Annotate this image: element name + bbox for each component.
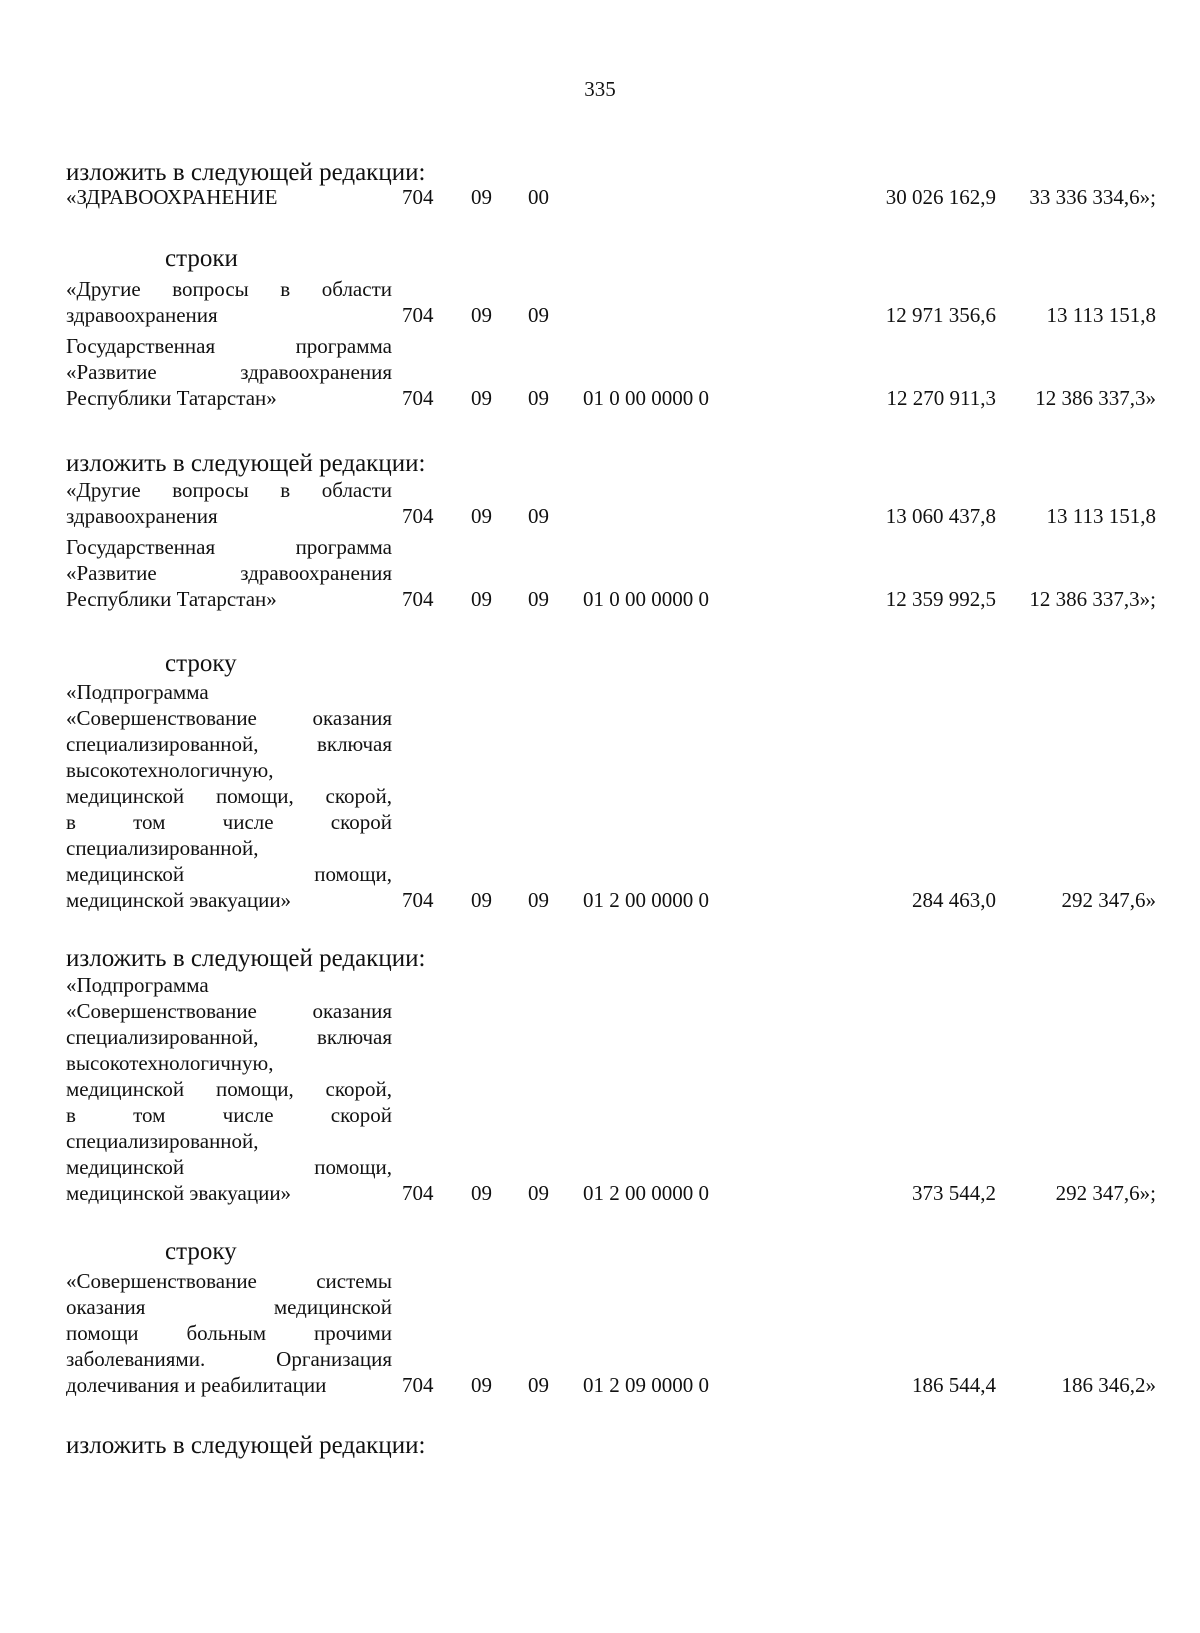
subsection-code: 09 <box>528 1373 549 1397</box>
row-name-line: Республики Татарстан» <box>66 386 277 410</box>
table-row <box>66 972 1156 1206</box>
row-name-line: Государственная программа <box>66 535 392 559</box>
row-name <box>66 534 392 612</box>
row-name-line: медицинской помощи, <box>66 1155 392 1179</box>
row-name-line: специализированной, включая <box>66 732 392 756</box>
ministry-code: 704 <box>402 888 434 912</box>
table-row <box>66 534 1156 612</box>
row-name-line: специализированной, <box>66 836 259 860</box>
section-code: 09 <box>471 888 492 912</box>
row-name-line: «Другие вопросы в области <box>66 478 392 502</box>
row-name-line: высокотехнологичную, <box>66 1051 274 1075</box>
row-name-line: долечивания и реабилитации <box>66 1373 327 1397</box>
amount-year-1: 12 359 992,5 <box>885 587 996 611</box>
ministry-code: 704 <box>402 1373 434 1397</box>
row-name-line: медицинской помощи, скорой, <box>66 784 392 808</box>
article-code: 01 2 00 0000 0 <box>583 888 709 912</box>
row-name-line: специализированной, <box>66 1129 259 1153</box>
subsection-code: 09 <box>528 587 549 611</box>
amount-year-1: 13 060 437,8 <box>885 504 996 528</box>
row-name-line: медицинской эвакуации» <box>66 1181 292 1205</box>
amount-year-2: 13 113 151,8 <box>1046 303 1156 327</box>
row-name <box>66 276 392 328</box>
ministry-code: 704 <box>402 587 434 611</box>
heading-edit-instruction: изложить в следующей редакции: <box>66 1432 426 1459</box>
row-name-line: специализированной, включая <box>66 1025 392 1049</box>
article-code: 01 0 00 0000 0 <box>583 386 709 410</box>
row-name-line: «Подпрограмма <box>66 680 209 704</box>
section-code: 09 <box>471 1181 492 1205</box>
row-name-line: «ЗДРАВООХРАНЕНИЕ <box>66 185 278 209</box>
row-name-line: медицинской эвакуации» <box>66 888 292 912</box>
subsection-code: 09 <box>528 386 549 410</box>
amount-year-1: 12 971 356,6 <box>885 303 996 327</box>
row-name-line: Государственная программа <box>66 334 392 358</box>
amount-year-1: 30 026 162,9 <box>885 185 996 209</box>
row-name-line: медицинской помощи, <box>66 862 392 886</box>
section-code: 09 <box>471 587 492 611</box>
row-name-line: медицинской помощи, скорой, <box>66 1077 392 1101</box>
heading-edit-instruction: изложить в следующей редакции: <box>66 159 426 186</box>
ministry-code: 704 <box>402 185 434 209</box>
row-name <box>66 477 392 529</box>
amount-year-2: 12 386 337,3» <box>1035 386 1156 410</box>
amount-year-2: 292 347,6»; <box>1055 1181 1156 1205</box>
row-name-line: в том числе скорой <box>66 810 392 834</box>
row-name-line: здравоохранения <box>66 504 218 528</box>
ministry-code: 704 <box>402 504 434 528</box>
amount-year-2: 13 113 151,8 <box>1046 504 1156 528</box>
ministry-code: 704 <box>402 386 434 410</box>
table-row <box>66 333 1156 411</box>
row-name <box>66 184 392 210</box>
row-name-line: «Развитие здравоохранения <box>66 561 392 585</box>
row-name-line: помощи больным прочими <box>66 1321 392 1345</box>
table-row <box>66 276 1156 328</box>
row-name <box>66 1268 392 1398</box>
row-name-line: оказания медицинской <box>66 1295 392 1319</box>
row-name-line: здравоохранения <box>66 303 218 327</box>
row-name-line: «Подпрограмма <box>66 973 209 997</box>
row-name-line: высокотехнологичную, <box>66 758 274 782</box>
amount-year-1: 373 544,2 <box>912 1181 996 1205</box>
page-number: 335 <box>584 77 616 101</box>
row-name <box>66 972 392 1206</box>
ministry-code: 704 <box>402 303 434 327</box>
section-code: 09 <box>471 1373 492 1397</box>
heading-line: строку <box>165 650 237 677</box>
amount-year-1: 186 544,4 <box>912 1373 996 1397</box>
heading-edit-instruction: изложить в следующей редакции: <box>66 450 426 477</box>
table-row <box>66 1268 1156 1398</box>
subsection-code: 09 <box>528 303 549 327</box>
subsection-code: 09 <box>528 1181 549 1205</box>
row-name-line: «Развитие здравоохранения <box>66 360 392 384</box>
article-code: 01 0 00 0000 0 <box>583 587 709 611</box>
amount-year-2: 33 336 334,6»; <box>1029 185 1156 209</box>
section-code: 09 <box>471 185 492 209</box>
ministry-code: 704 <box>402 1181 434 1205</box>
row-name-line: в том числе скорой <box>66 1103 392 1127</box>
subsection-code: 09 <box>528 504 549 528</box>
section-code: 09 <box>471 386 492 410</box>
row-name-line: Республики Татарстан» <box>66 587 277 611</box>
heading-line: строку <box>165 1238 237 1265</box>
heading-lines: строки <box>165 245 238 272</box>
amount-year-2: 186 346,2» <box>1061 1373 1156 1397</box>
amount-year-2: 292 347,6» <box>1061 888 1156 912</box>
amount-year-1: 284 463,0 <box>912 888 996 912</box>
row-name-line: «Совершенствование оказания <box>66 706 392 730</box>
article-code: 01 2 00 0000 0 <box>583 1181 709 1205</box>
section-code: 09 <box>471 303 492 327</box>
row-name <box>66 333 392 411</box>
row-name-line: «Совершенствование оказания <box>66 999 392 1023</box>
row-name-line: «Другие вопросы в области <box>66 277 392 301</box>
table-row <box>66 184 1156 210</box>
row-name-line: заболеваниями. Организация <box>66 1347 392 1371</box>
section-code: 09 <box>471 504 492 528</box>
heading-edit-instruction: изложить в следующей редакции: <box>66 945 426 972</box>
row-name <box>66 679 392 913</box>
table-row <box>66 679 1156 913</box>
amount-year-2: 12 386 337,3»; <box>1029 587 1156 611</box>
subsection-code: 00 <box>528 185 549 209</box>
article-code: 01 2 09 0000 0 <box>583 1373 709 1397</box>
subsection-code: 09 <box>528 888 549 912</box>
table-row <box>66 477 1156 529</box>
row-name-line: «Совершенствование системы <box>66 1269 392 1293</box>
amount-year-1: 12 270 911,3 <box>886 386 996 410</box>
